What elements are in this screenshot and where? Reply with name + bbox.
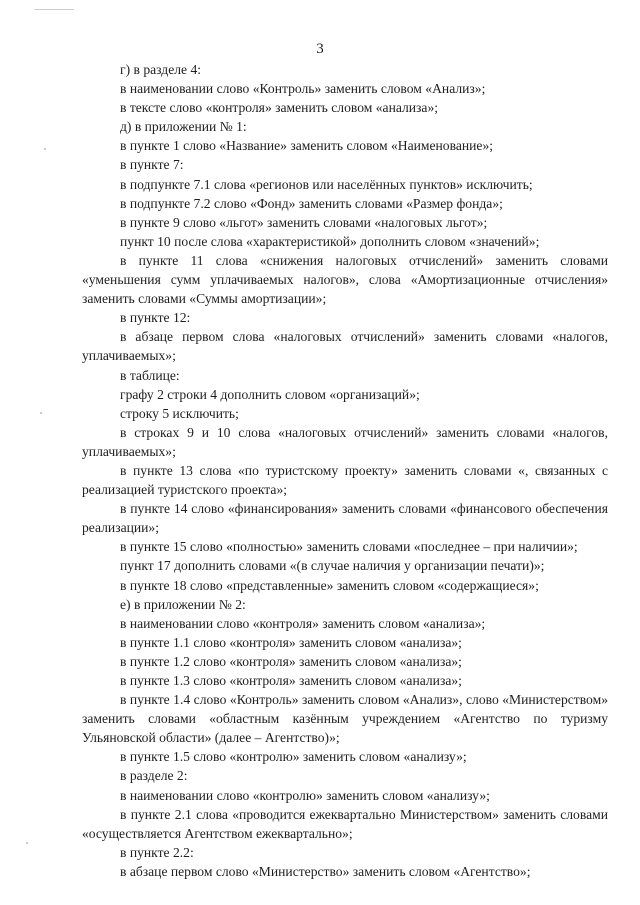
paragraph: строку 5 исключить; (120, 405, 239, 421)
paragraph: в пункте 1.2 слово «контроля» заменить словом «анализа»; (120, 653, 462, 669)
paragraph: в разделе 2: (120, 768, 188, 784)
paragraph: г) в разделе 4: (120, 62, 202, 77)
paragraph: в пункте 12: (120, 310, 191, 326)
scan-artifact-margin-3 (26, 842, 28, 844)
paragraph: в строках 9 и 10 слова «налоговых отчислений» заменить словами «налогов, уплачиваемых»; (82, 424, 608, 459)
page-number: 3 (316, 41, 324, 57)
paragraph: в пункте 13 слова «по туристскому проекту» заменить словами «, связанных с реализацией туристского проекта»; (82, 462, 608, 498)
scan-artifact-top-left (34, 9, 74, 10)
paragraph: в пункте 14 слово «финансирования» заменить словами «финансового обеспечения реализации»; (82, 501, 608, 536)
paragraph: графу 2 строки 4 дополнить словом «организаций»; (120, 386, 420, 402)
paragraph: е) в приложении № 2: (120, 596, 246, 612)
paragraph: в наименовании слово «контроля» заменить словом «анализа»; (120, 615, 486, 631)
paragraph: в таблице: (120, 367, 180, 383)
paragraph: пункт 17 дополнить словами «(в случае наличия у организации печати)»; (120, 558, 545, 574)
paragraph: д) в приложении № 1: (120, 119, 247, 135)
paragraph: в пункте 1.4 слово «Контроль» заменить словом «Анализ», слово «Министерством» заменить словами «областным казённым учреждением «Агентство по туризму Ульяновской области» (далее – Агентство)»; (82, 692, 608, 746)
paragraph: в абзаце первом слово «Министерство» заменить словом «Агентство»; (120, 863, 531, 879)
paragraph: в пункте 7: (120, 157, 184, 173)
paragraph: в пункте 1 слово «Название» заменить словом «Наименование»; (120, 138, 494, 154)
paragraph: в пункте 1.1 слово «контроля» заменить словом «анализа»; (120, 634, 462, 650)
paragraph: в пункте 2.2: (120, 844, 194, 860)
paragraph: в наименовании слово «Контроль» заменить словом «Анализ»; (120, 81, 486, 97)
paragraph: в подпункте 7.2 слово «Фонд» заменить словами «Размер фонда»; (120, 195, 503, 211)
paragraph: в подпункте 7.1 слова «регионов или населённых пунктов» исключить; (120, 176, 533, 192)
paragraph: в абзаце первом слова «налоговых отчислений» заменить словами «налогов, уплачиваемых»; (82, 329, 608, 364)
paragraph: в тексте слово «контроля» заменить словом «анализа»; (120, 100, 439, 116)
paragraph: в пункте 9 слово «льгот» заменить словами «налоговых льгот»; (120, 214, 488, 230)
scan-artifact-margin-1 (44, 148, 46, 150)
paragraph: в пункте 15 слово «полностью» заменить словами «последнее – при наличии»; (120, 539, 578, 555)
paragraph: в пункте 11 слова «снижения налоговых отчислений» заменить словами «уменьшения сумм уплачиваемых налогов», слова «Амортизационные отчисления» заменить словами «Суммы амортизации»; (82, 252, 608, 307)
paragraph: в пункте 18 слово «представленные» заменить словом «содержащиеся»; (120, 577, 539, 593)
paragraph: пункт 10 после слова «характеристикой» дополнить словом «значений»; (120, 233, 540, 249)
paragraph: в наименовании слово «контролю» заменить словом «анализу»; (120, 787, 490, 803)
paragraph: в пункте 1.3 слово «контроля» заменить словом «анализа»; (120, 673, 462, 688)
paragraph: в пункте 2.1 слова «проводится ежеквартально Министерством» заменить словами «осуществляется Агентством ежеквартально»; (82, 806, 608, 841)
document-body (82, 60, 608, 881)
paragraph: в пункте 1.5 слово «контролю» заменить словом «анализу»; (120, 749, 467, 765)
scan-artifact-margin-2 (40, 412, 42, 414)
